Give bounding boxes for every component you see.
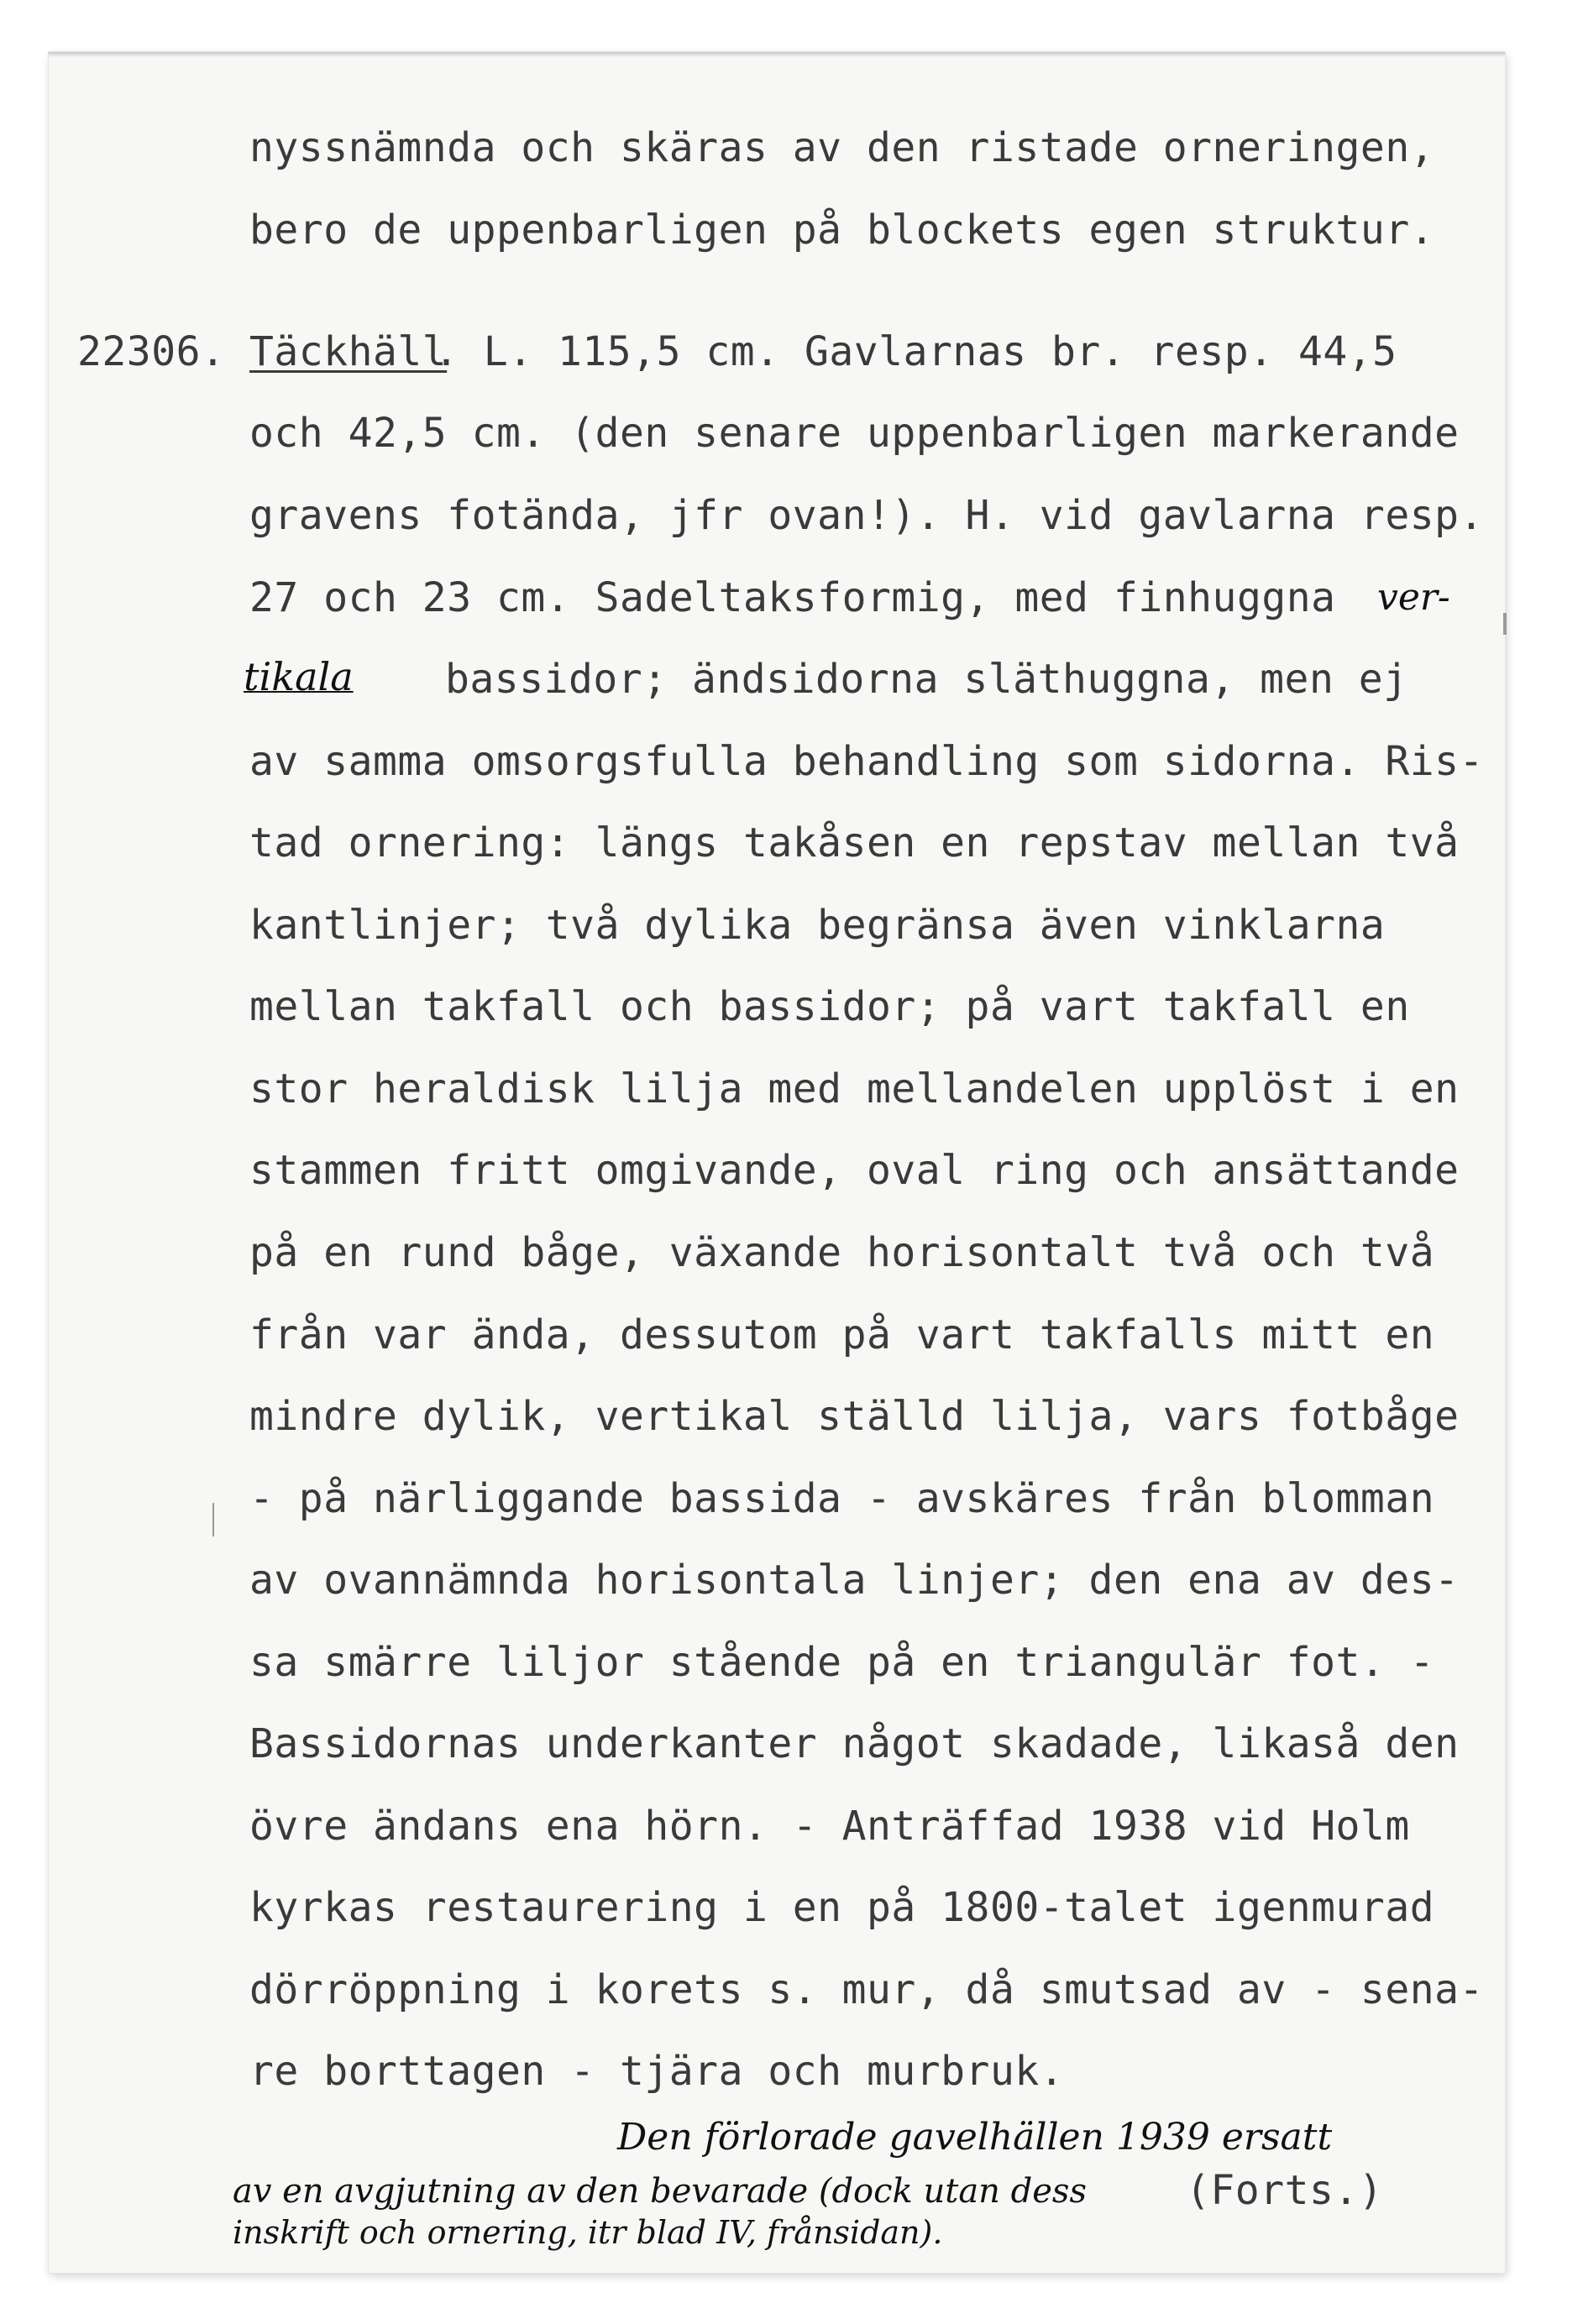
text-line: kantlinjer; två dylika begränsa även vinklarna — [249, 902, 1386, 949]
handwritten-correction: ver- — [1377, 576, 1450, 619]
text-line: på en rund båge, växande horisontalt två och två — [249, 1229, 1435, 1276]
text-line: Bassidornas underkanter något skadade, likaså den — [249, 1720, 1460, 1767]
text-line: mindre dylik, vertikal ställd lilja, vars fotbåge — [249, 1393, 1460, 1440]
text-line: stammen fritt omgivande, oval ring och ansättande — [249, 1147, 1460, 1194]
text-line: bero de uppenbarligen på blockets egen struktur. — [249, 207, 1435, 254]
handwritten-note-line: inskrift och ornering, itr blad IV, frånsidan). — [233, 2214, 943, 2251]
text-line: bassidor; ändsidorna släthuggna, men ej — [445, 656, 1408, 703]
text-line: dörröppning i korets s. mur, då smutsad av - sena- — [249, 1966, 1484, 2013]
text-line: sa smärre liljor stående på en triangulär fot. - — [249, 1639, 1435, 1686]
handwritten-note-line: av en avgjutning av den bevarade (dock utan dess — [233, 2172, 1087, 2211]
entry-title: Täckhäll — [249, 328, 448, 375]
text-line: tad ornering: längs takåsen en repstav mellan två — [249, 819, 1460, 866]
text-line: re borttagen - tjära och murbruk. — [249, 2048, 1065, 2095]
text-line: nyssnämnda och skäras av den ristade orneringen, — [249, 124, 1435, 171]
text-line: av samma omsorgsfulla behandling som sidorna. Ris- — [249, 738, 1484, 785]
text-line: stor heraldisk lilja med mellandelen upplöst i en — [249, 1065, 1460, 1112]
text-line: 27 och 23 cm. Sadeltaksformig, med finhuggna — [249, 574, 1336, 621]
margin-mark — [1503, 613, 1507, 635]
handwritten-note-line: Den förlorade gavelhällen 1939 ersatt — [617, 2116, 1333, 2159]
continued-marker: (Forts.) — [1186, 2167, 1384, 2214]
handwritten-correction: tikala — [244, 654, 354, 699]
entry-number: 22306. — [77, 328, 226, 375]
text-line: från var ända, dessutom på vart takfalls mitt en — [249, 1311, 1435, 1358]
text-line: av ovannämnda horisontala linjer; den ena av des- — [249, 1557, 1460, 1604]
text-line: mellan takfall och bassidor; på vart takfall en — [249, 983, 1410, 1030]
text-line: gravens fotända, jfr ovan!). H. vid gavlarna resp. — [249, 492, 1484, 539]
text-line: kyrkas restaurering i en på 1800-talet igenmurad — [249, 1884, 1435, 1931]
text-line: . L. 115,5 cm. Gavlarnas br. resp. 44,5 — [434, 328, 1397, 375]
text-line: och 42,5 cm. (den senare uppenbarligen markerande — [249, 410, 1460, 457]
text-line: - på närliggande bassida - avskäres från blomman — [249, 1475, 1435, 1522]
text-line: övre ändans ena hörn. - Anträffad 1938 vid Holm — [249, 1803, 1410, 1850]
margin-mark — [212, 1503, 214, 1536]
